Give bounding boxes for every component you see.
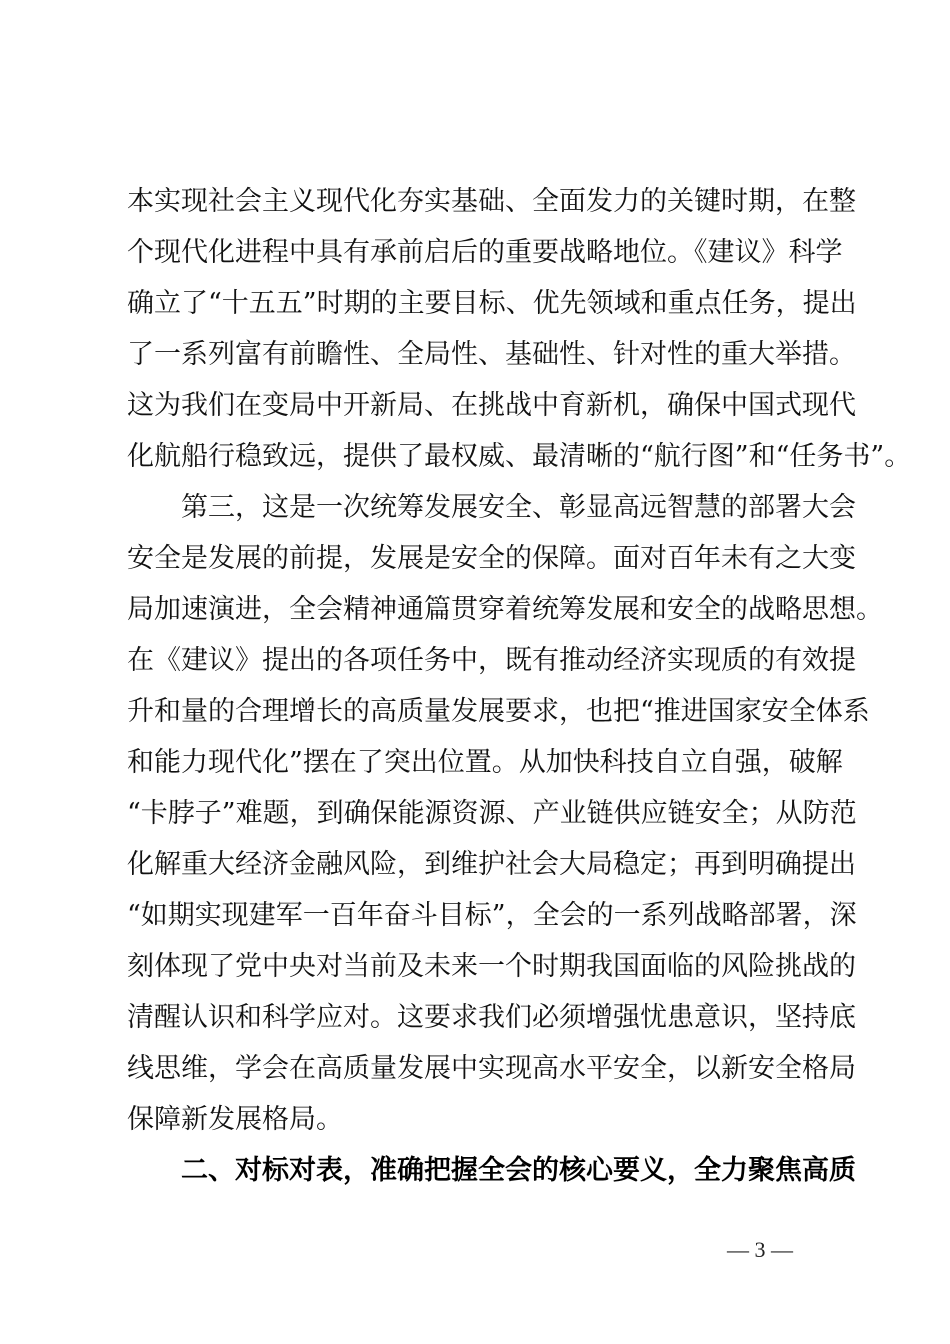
- text-line: 升和量的合理增长的高质量发展要求，也把“推进国家安全体系: [127, 696, 870, 727]
- text-line: 刻体现了党中央对当前及未来一个时期我国面临的风险挑战的: [127, 951, 856, 982]
- text-line: 了一系列富有前瞻性、全局性、基础性、针对性的重大举措。: [127, 339, 856, 370]
- page-number: — 3 —: [727, 1237, 793, 1262]
- text-line: 在《建议》提出的各项任务中，既有推动经济实现质的有效提: [127, 645, 856, 676]
- text-line: 线思维，学会在高质量发展中实现高水平安全，以新安全格局: [127, 1053, 856, 1084]
- text-line: 本实现社会主义现代化夯实基础、全面发力的关键时期，在整: [127, 186, 856, 217]
- text-line: 和能力现代化”摆在了突出位置。从加快科技自立自强，破解: [127, 747, 843, 778]
- text-line: 化解重大经济金融风险，到维护社会大局稳定；再到明确提出: [127, 849, 856, 880]
- text-line: 化航船行稳致远，提供了最权威、最清晰的“航行图”和“任务书”。: [127, 441, 912, 472]
- text-line: 确立了“十五五”时期的主要目标、优先领域和重点任务，提出: [127, 288, 857, 319]
- text-line: 这为我们在变局中开新局、在挑战中育新机，确保中国式现代: [127, 390, 856, 421]
- text-line: “卡脖子”难题，到确保能源资源、产业链供应链安全；从防范: [127, 798, 857, 829]
- paragraph-start-line: 第三，这是一次统筹发展安全、彰显高远智慧的部署大会: [127, 492, 856, 523]
- text-line: 个现代化进程中具有承前启后的重要战略地位。《建议》科学: [127, 237, 843, 268]
- text-line: 安全是发展的前提，发展是安全的保障。面对百年未有之大变: [127, 543, 856, 574]
- text-line: 局加速演进，全会精神通篇贯穿着统筹发展和安全的战略思想。: [127, 594, 883, 625]
- section-heading: 二、对标对表，准确把握全会的核心要义，全力聚焦高质: [127, 1155, 856, 1186]
- text-line: 保障新发展格局。: [127, 1104, 343, 1135]
- text-line: “如期实现建军一百年奋斗目标”，全会的一系列战略部署，深: [127, 900, 857, 931]
- text-line: 清醒认识和科学应对。这要求我们必须增强忧患意识，坚持底: [127, 1002, 856, 1033]
